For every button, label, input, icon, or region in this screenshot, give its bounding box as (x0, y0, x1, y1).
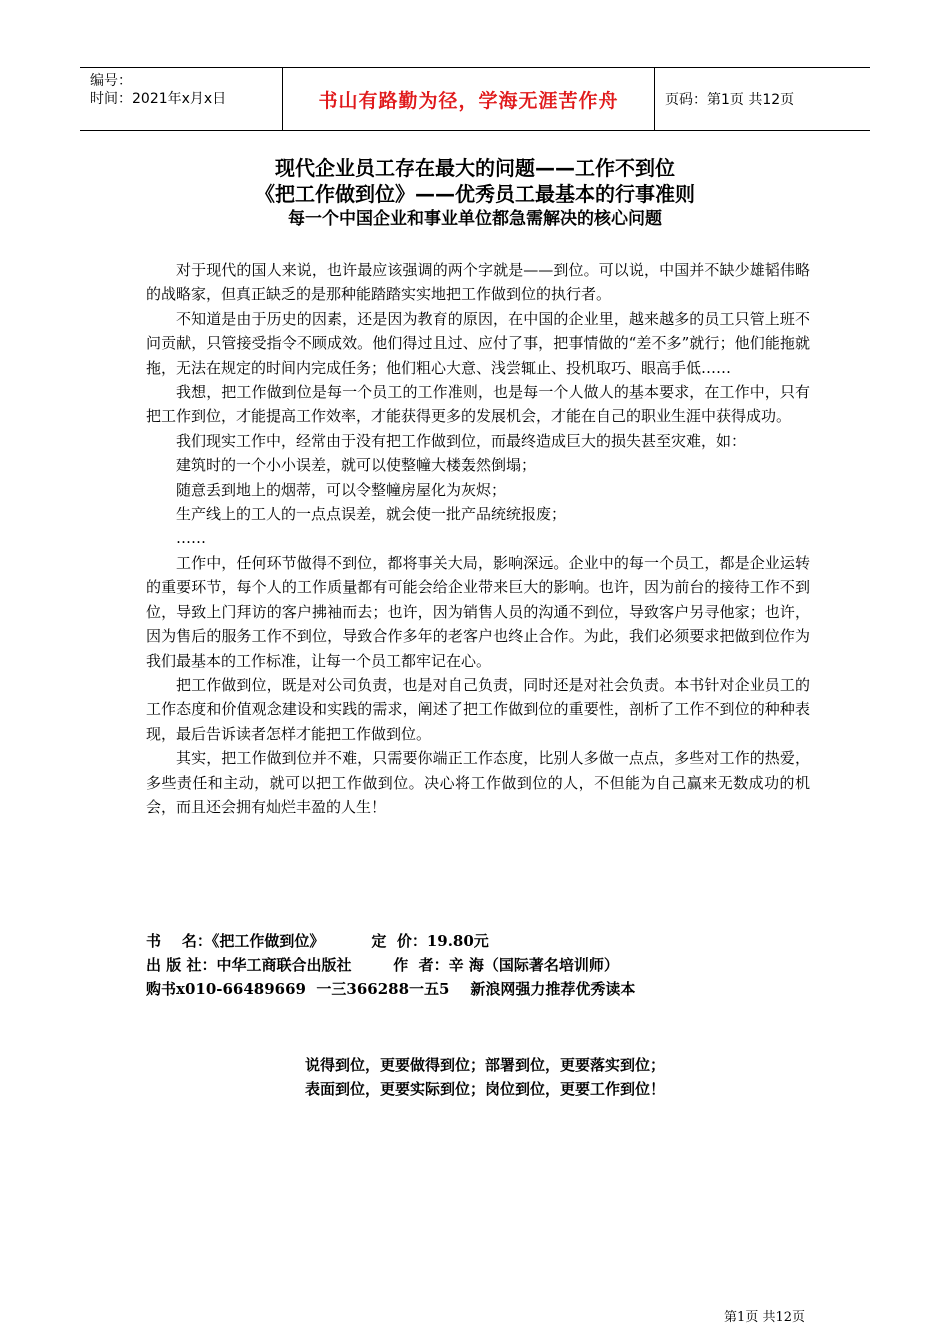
paragraph: 我想，把工作做到位是每一个员工的工作准则，也是每一个人做人的基本要求，在工作中，只有把工作到位，才能提高工作效率，才能获得更多的发展机会，才能在自己的职业生涯中获得成功。 (146, 383, 810, 426)
book-publisher-author: 出 版 社：中华工商联合出版社 作 者：辛 海（国际著名培训师） (146, 956, 619, 974)
main-title: 现代企业员工存在最大的问题——工作不到位 (275, 156, 675, 180)
slogan-line: 表面到位，更要实际到位；岗位到位，更要工作到位！ (304, 1080, 665, 1098)
slogan-line: 说得到位，更要做得到位；部署到位，更要落实到位； (304, 1056, 665, 1074)
paragraph: 工作中，任何环节做得不到位，都将事关大局，影响深远。企业中的每一个员工，都是企业运转的重要环节，每个人的工作质量都有可能会给企业带来巨大的影响。也许，因为前台的接待工作不到位，导致上门拜访的客户拂袖而去；也许，因为销售人员的沟通不到位，导致客户另寻他家；也许，因为售后的服务工作不到位，导致合作多年的老客户也终止合作。为此，我们必须要求把做到位作为我们最基本的工作标准，让每一个员工都牢记在心。 (146, 553, 810, 670)
time-label: 时间：2021年x月x日 (90, 91, 227, 107)
paragraph: 对于现代的国人来说，也许最应该强调的两个字就是——到位。可以说，中国并不缺少雄韬伟略的战略家，但真正缺乏的是那种能踏踏实实地把工作做到位的执行者。 (146, 261, 810, 304)
paragraph: 把工作做到位，既是对公司负责，也是对自己负责，同时还是对社会负责。本书针对企业员工的工作态度和价值观念建设和实践的需求，阐述了把工作做到位的重要性，剖析了工作不到位的种种表现，最后告诉读者怎样才能把工作做到位。 (146, 675, 810, 743)
title-block (0, 155, 950, 231)
article-body (146, 258, 810, 819)
book-info (146, 929, 635, 1001)
book-purchase: 购书x010-66489669 一三366288一五5 新浪网强力推荐优秀读本 (146, 980, 636, 998)
subtitle: 每一个中国企业和事业单位都急需解决的核心问题 (288, 209, 662, 229)
number-label: 编号： (90, 73, 132, 89)
paragraph: 随意丢到地上的烟蒂，可以令整幢房屋化为灰烬； (176, 480, 507, 499)
paragraph: 生产线上的工人的一点点误差，就会使一批产品统统报废； (176, 505, 567, 524)
book-title-price: 书 名：《把工作做到位》 定 价：19.80元 (146, 932, 489, 950)
paragraph: 不知道是由于历史的因素，还是因为教育的原因，在中国的企业里，越来越多的员工只管上班不问贡献，只管接受指令不顾成效。他们得过且过、应付了事，把事情做的“差不多”就行；他们能拖就拖，无法在规定的时间内完成任务；他们粗心大意、浅尝辄止、投机取巧、眼高手低…… (146, 309, 810, 377)
header-meta (80, 68, 282, 130)
paragraph: 我们现实工作中，经常由于没有把工作做到位，而最终造成巨大的损失甚至灾难，如： (176, 431, 747, 450)
slogan (0, 1053, 950, 1101)
paragraph: …… (176, 529, 206, 548)
header-page-info: 页码：第1页 共12页 (665, 92, 795, 108)
paragraph: 建筑时的一个小小误差，就可以使整幢大楼轰然倒塌； (176, 456, 537, 475)
header-motto: 书山有路勤为径，学海无涯苦作舟 (282, 68, 655, 130)
paragraph: 其实，把工作做到位并不难，只需要你端正工作态度，比别人多做一点点，多些对工作的热爱，多些责任和主动，就可以把工作做到位。决心将工作做到位的人，不但能为自己赢来无数成功的机会，而且还会拥有灿烂丰盈的人生！ (146, 749, 810, 816)
page-footer: 第1页 共12页 (724, 1310, 805, 1325)
book-title: 《把工作做到位》——优秀员工最基本的行事准则 (255, 182, 695, 206)
document-header (80, 67, 870, 131)
